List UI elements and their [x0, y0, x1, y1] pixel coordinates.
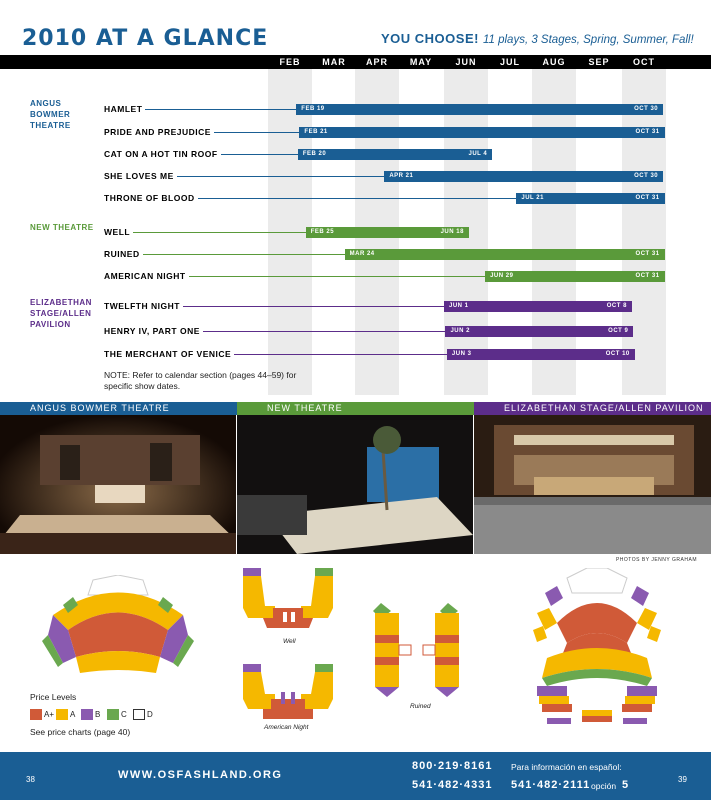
run-end-date: OCT 9: [608, 328, 629, 334]
photo-new-theatre: [237, 415, 473, 554]
play-run-bar: [516, 193, 664, 204]
play-title: PRIDE AND PREJUDICE: [104, 126, 214, 138]
legend-swatch: [133, 709, 145, 720]
seating-chart-ruined: [373, 603, 468, 698]
run-start-date: APR 21: [389, 173, 414, 179]
play-run-bar: [298, 149, 492, 160]
play-run-bar: [384, 171, 663, 182]
photo-elizabethan: [474, 415, 711, 554]
run-start-date: FEB 20: [302, 151, 327, 157]
footer: [0, 752, 711, 800]
legend-swatch: [30, 709, 42, 720]
legend-label: C: [121, 710, 127, 719]
seating-chart-angus-bowmer: [38, 575, 198, 687]
play-title: RUINED: [104, 248, 143, 260]
run-start-date: FEB 25: [310, 229, 335, 235]
play-title: THRONE OF BLOOD: [104, 192, 198, 204]
play-run-bar: [299, 127, 664, 138]
seating-chart-well: [243, 568, 333, 638]
month-oct: OCT: [633, 57, 655, 67]
run-end-date: OCT 30: [634, 106, 659, 112]
run-end-date: OCT 31: [635, 129, 660, 135]
run-end-date: OCT 10: [605, 351, 630, 357]
run-start-date: FEB 19: [301, 106, 325, 112]
run-start-date: JUN 1: [449, 303, 469, 309]
caption-american-night: American Night: [264, 724, 309, 731]
play-title: WELL: [104, 226, 133, 238]
spanish-label: Para información en español:: [511, 762, 622, 772]
month-aug: AUG: [542, 57, 566, 67]
play-run-bar: [296, 104, 663, 115]
run-end-date: OCT 31: [635, 273, 660, 279]
seating-chart-elizabethan: [527, 568, 667, 738]
month-jun: JUN: [455, 57, 477, 67]
page-number-left: 38: [26, 775, 35, 784]
play-title: AMERICAN NIGHT: [104, 270, 189, 282]
banner-elizabethan: ELIZABETHAN STAGE/ALLEN PAVILION: [474, 402, 711, 415]
run-end-date: OCT 30: [634, 173, 659, 179]
run-end-date: OCT 8: [606, 303, 627, 309]
banner-new-theatre: NEW THEATRE: [237, 402, 474, 415]
play-leader-line: [104, 232, 306, 233]
play-title: TWELFTH NIGHT: [104, 300, 183, 312]
banner-angus-bowmer: ANGUS BOWMER THEATRE: [0, 402, 237, 415]
month-header: [0, 55, 711, 69]
play-run-bar: [306, 227, 469, 238]
run-start-date: JUN 3: [451, 351, 472, 357]
caption-ruined: Ruined: [410, 703, 431, 710]
theatre-label: NEW THEATRE: [30, 223, 94, 232]
play-title: SHE LOVES ME: [104, 170, 177, 182]
tagline: [381, 31, 694, 46]
seating-chart-american-night: [243, 664, 333, 724]
play-title: CAT ON A HOT TIN ROOF: [104, 148, 221, 160]
legend-swatch: [56, 709, 68, 720]
legend-label: A+: [44, 710, 55, 719]
phone-tollfree[interactable]: 800·219·8161: [412, 760, 493, 772]
run-start-date: JUL 21: [521, 195, 544, 201]
run-end-date: OCT 31: [635, 195, 660, 201]
photo-credit: PHOTOS BY JENNY GRAHAM: [615, 557, 697, 563]
run-end-date: JUL 4: [468, 151, 488, 157]
month-sep: SEP: [588, 57, 610, 67]
month-feb: FEB: [279, 57, 301, 67]
run-end-date: JUN 18: [440, 229, 464, 235]
play-run-bar: [444, 301, 632, 312]
calendar-note: NOTE: Refer to calendar section (pages 44–59) for specific show dates.: [104, 370, 297, 391]
option-label: opción: [591, 781, 617, 791]
run-start-date: MAR 24: [349, 251, 375, 257]
option-number: 5: [622, 779, 629, 791]
month-apr: APR: [365, 57, 388, 67]
play-title: HAMLET: [104, 103, 145, 115]
run-start-date: JUN 29: [490, 273, 514, 279]
tagline-heading: YOU CHOOSE!: [381, 31, 479, 46]
month-jul: JUL: [499, 57, 520, 67]
play-title: THE MERCHANT OF VENICE: [104, 348, 234, 360]
month-stripe: [622, 69, 666, 395]
play-run-bar: [485, 271, 665, 282]
month-may: MAY: [409, 57, 433, 67]
page-title: 2010 AT A GLANCE: [22, 26, 269, 51]
legend-title: Price Levels: [30, 692, 77, 702]
page-number-right: 39: [678, 775, 687, 784]
legend-swatch: [81, 709, 93, 720]
month-stripe: [532, 69, 576, 395]
legend-label: B: [95, 710, 101, 719]
theatre-label: ANGUS BOWMER THEATRE: [30, 99, 71, 130]
website-link[interactable]: WWW.OSFASHLAND.ORG: [118, 769, 283, 781]
phone-spanish[interactable]: 541·482·2111: [511, 779, 591, 791]
month-mar: MAR: [322, 57, 346, 67]
theatre-label: ELIZABETHAN STAGE/ALLEN PAVILION: [30, 298, 92, 329]
run-start-date: JUN 2: [450, 328, 470, 334]
tagline-sub: 11 plays, 3 Stages, Spring, Summer, Fall!: [482, 34, 694, 46]
play-run-bar: [447, 349, 635, 360]
run-end-date: OCT 31: [635, 251, 660, 257]
legend-swatch: [107, 709, 119, 720]
play-run-bar: [345, 249, 665, 260]
play-run-bar: [445, 326, 633, 337]
caption-well: Well: [283, 638, 296, 645]
photo-angus-bowmer: [0, 415, 236, 554]
run-start-date: FEB 21: [304, 129, 328, 135]
see-price-charts: See price charts (page 40): [30, 727, 131, 737]
legend-label: A: [70, 710, 76, 719]
phone-local[interactable]: 541·482·4331: [412, 779, 493, 791]
play-title: HENRY IV, PART ONE: [104, 325, 203, 337]
legend-label: D: [147, 710, 153, 719]
